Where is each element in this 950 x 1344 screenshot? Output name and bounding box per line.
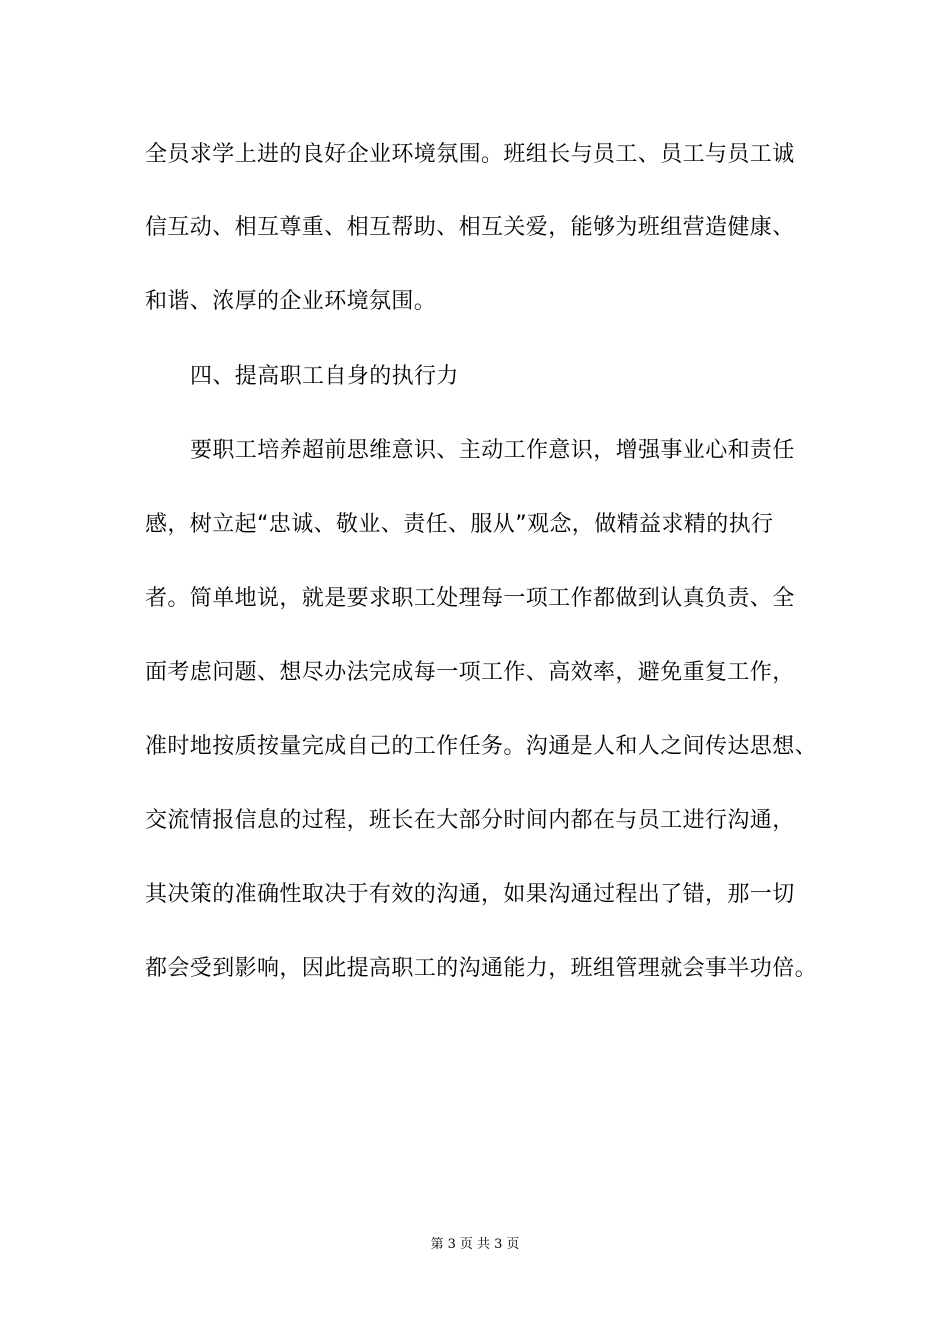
section-heading: 四、提高职工自身的执行力 (190, 364, 459, 389)
text-line: 都会受到影响，因此提高职工的沟通能力，班组管理就会事半功倍。 (145, 956, 818, 981)
page-label-prefix: 第 (430, 1237, 444, 1252)
text-line: 准时地按质按量完成自己的工作任务。沟通是人和人之间传达思想、 (145, 734, 818, 759)
text-line: 其决策的准确性取决于有效的沟通，如果沟通过程出了错，那一切 (145, 882, 795, 907)
page-label-mid: 页 共 (459, 1237, 491, 1252)
page-footer (0, 1237, 950, 1253)
current-page-number: 3 (447, 1237, 456, 1252)
text-line: 和谐、浓厚的企业环境氛围。 (145, 289, 437, 314)
text-line: 感，树立起“忠诚、敬业、责任、服从”观念，做精益求精的执行 (145, 512, 774, 537)
text-line: 要职工培养超前思维意识、主动工作意识，增强事业心和责任 (190, 438, 795, 463)
total-pages-number: 3 (494, 1237, 503, 1252)
text-line: 全员求学上进的良好企业环境氛围。班组长与员工、员工与员工诚 (145, 142, 795, 167)
text-line: 信互动、相互尊重、相互帮助、相互关爱，能够为班组营造健康、 (145, 215, 795, 240)
text-line: 交流情报信息的过程，班长在大部分时间内都在与员工进行沟通， (145, 808, 795, 833)
text-line: 面考虑问题、想尽办法完成每一项工作、高效率，避免重复工作， (145, 660, 795, 685)
text-line: 者。简单地说，就是要求职工处理每一项工作都做到认真负责、全 (145, 586, 795, 611)
page-label-suffix: 页 (506, 1237, 520, 1252)
